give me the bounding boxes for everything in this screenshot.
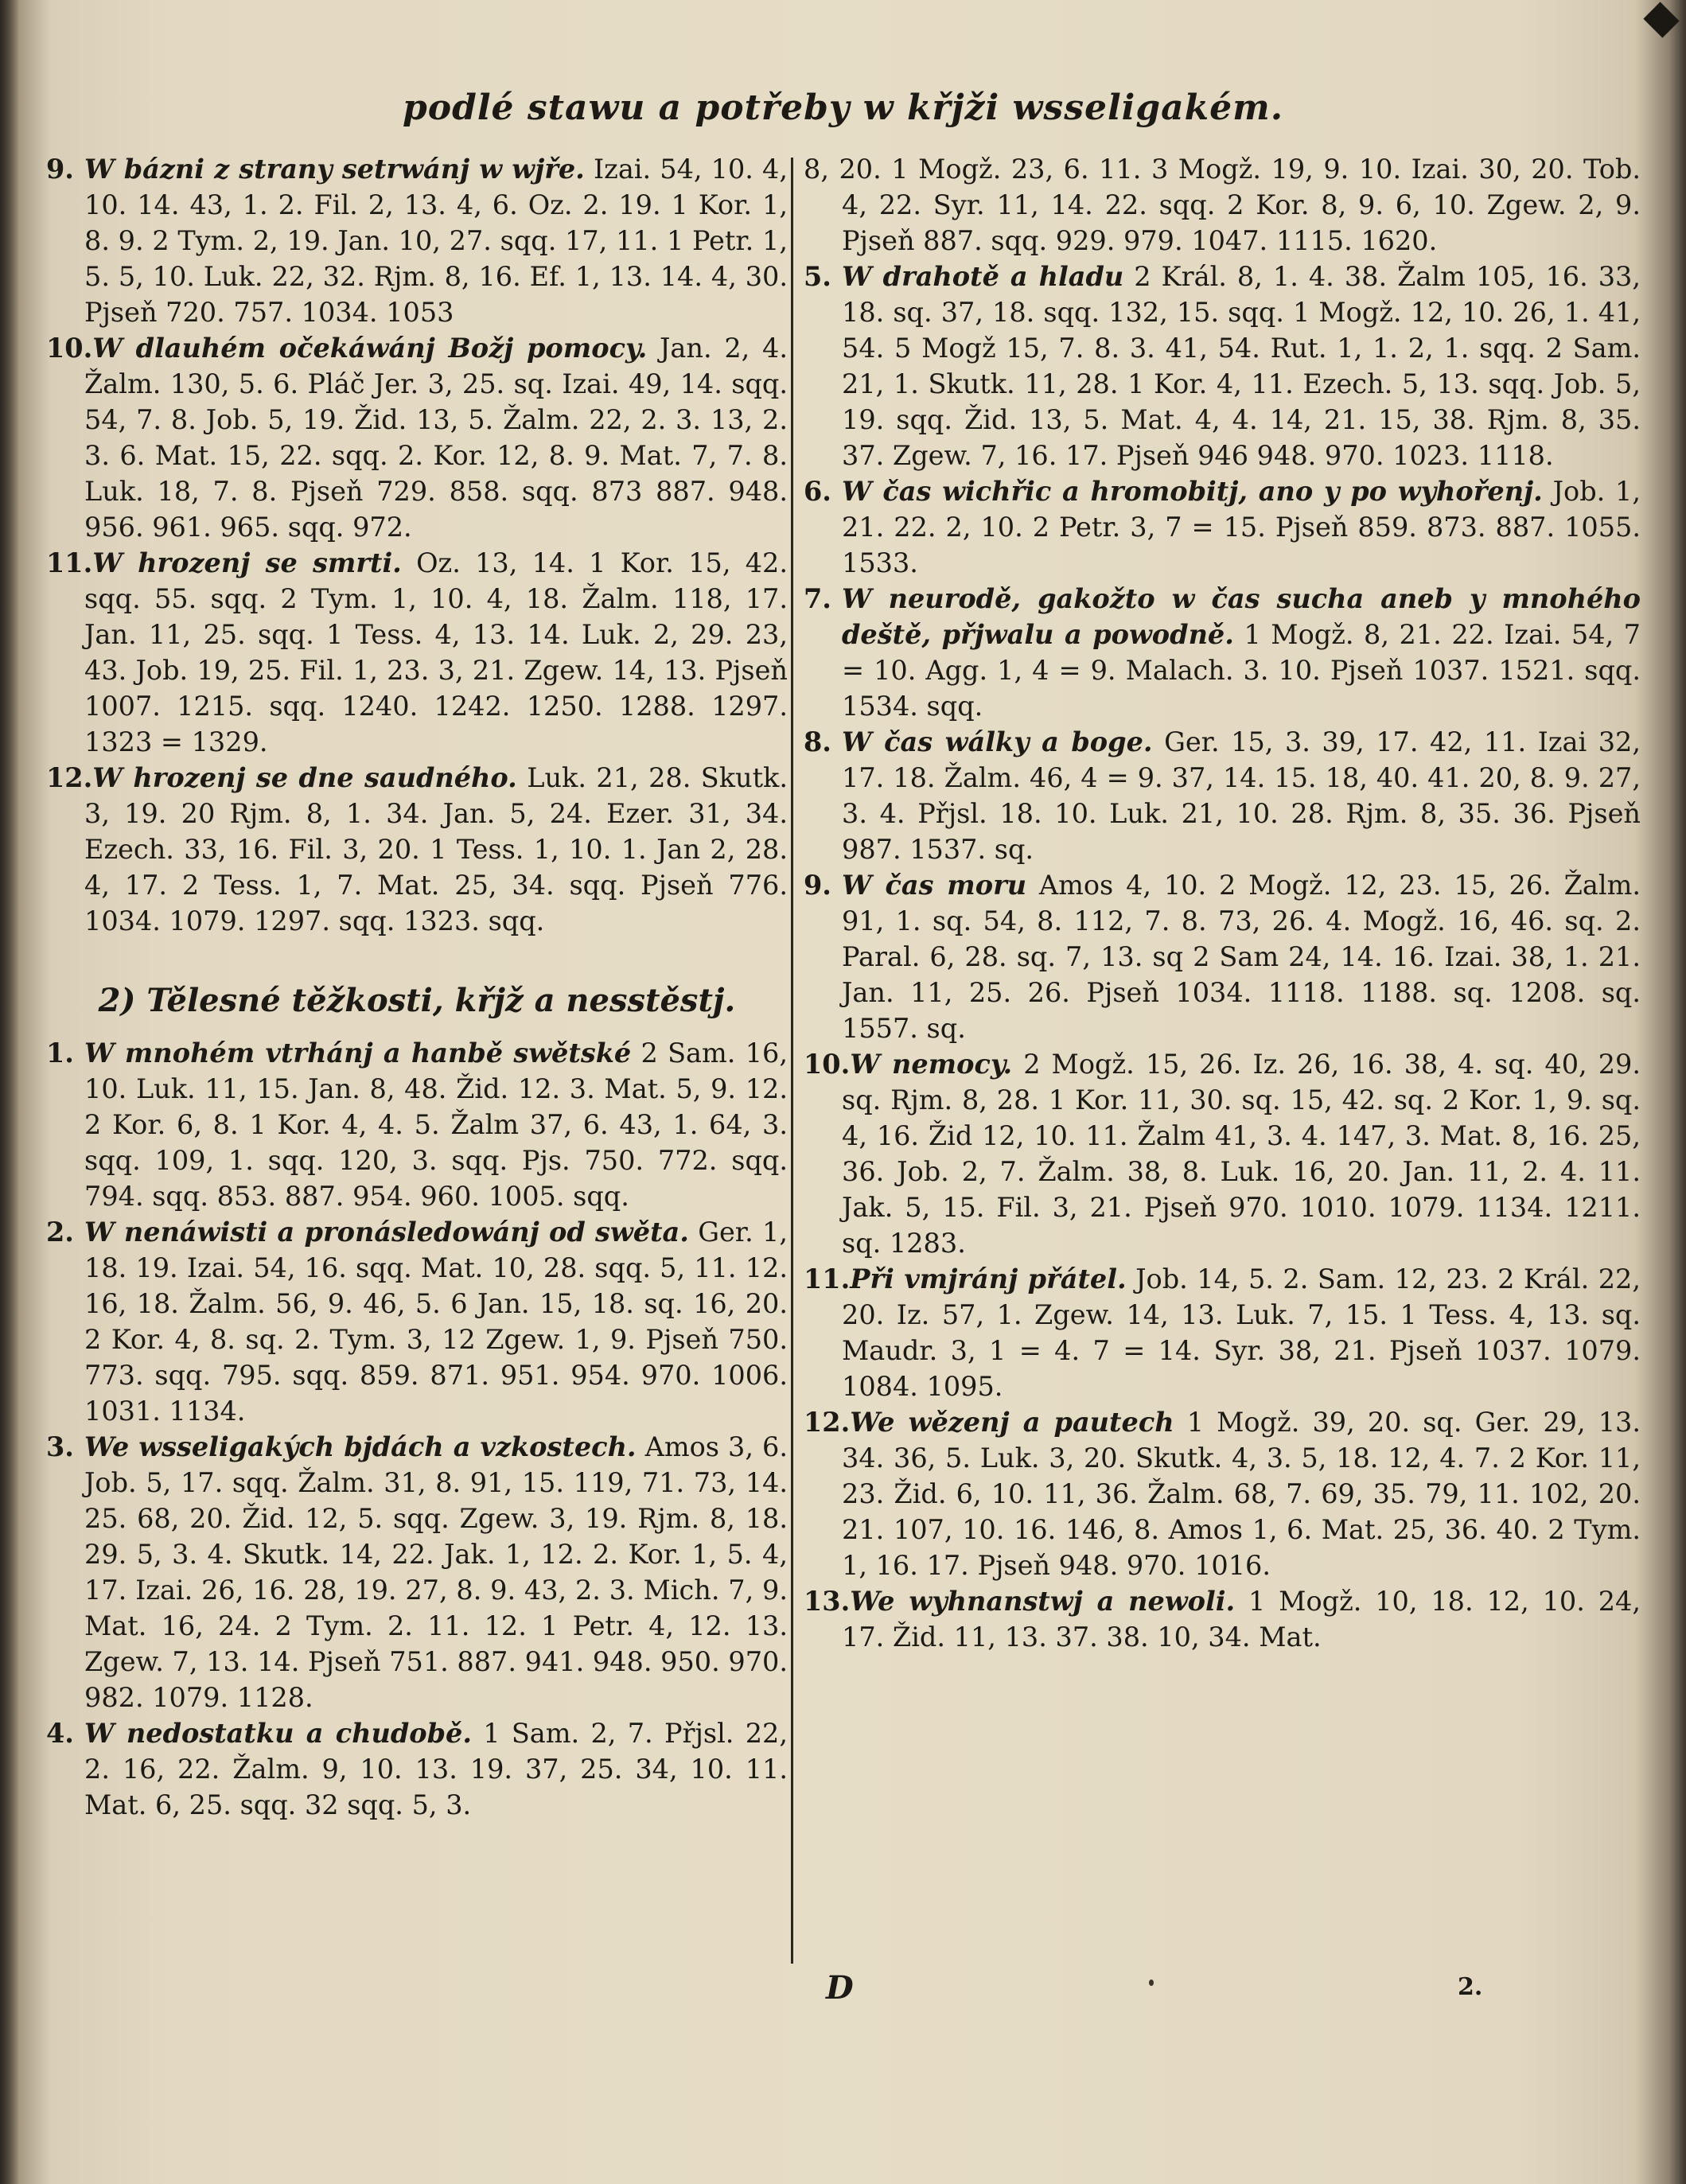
entry-heading: We wsseligakých bjdách a vzkostech.: [84, 1431, 637, 1462]
index-entry: [46, 1035, 788, 1214]
index-entry: [46, 1214, 788, 1429]
entry-references: Ger. 1, 18. 19. Izai. 54, 16. sqq. Mat. 10, 28. sqq. 5, 11. 12. 16, 18. Žalm. 56, 9. 46, 5. 6 Jan. 15, 18. sq. 16, 20. 2 Kor. 4, 8. sq. 2. Tym. 3, 12 Zgew. 1, 9. Pjseň 750. 773. sqq. 795. sqq. 859. 871. 951. 954. 970. 1006. 1031. 1134.: [84, 1217, 788, 1427]
entry-heading: W nedostatku a chudobě.: [84, 1718, 472, 1749]
index-entry: [804, 867, 1641, 1046]
entry-heading: W čas wichřic a hromobitj, ano y po wyhořenj.: [842, 476, 1543, 507]
index-entry: [804, 724, 1641, 867]
entry-number: 11.: [46, 547, 93, 578]
entry-references: 2 Sam. 16, 10. Luk. 11, 15. Jan. 8, 48. Žid. 12. 3. Mat. 5, 9. 12. 2 Kor. 6, 8. 1 Kor. 4, 4. 5. Žalm 37, 6. 43, 1. 64, 3. sqq. 109, 1. sqq. 120, 3. sqq. Pjs. 750. 772. sqq. 794. sqq. 853. 887. 954. 960. 1005. sqq.: [84, 1037, 788, 1212]
index-entry: [804, 151, 1641, 259]
entry-number: 10.: [46, 333, 93, 364]
entry-number: 10.: [804, 1049, 851, 1080]
entry-number: 13.: [804, 1586, 851, 1617]
entry-references: Job. 1, 21. 22. 2, 10. 2 Petr. 3, 7 = 15. Pjseň 859. 873. 887. 1055. 1533.: [842, 476, 1641, 578]
index-entry: [804, 1404, 1641, 1583]
right-column: [804, 151, 1641, 1997]
entry-references: Oz. 13, 14. 1 Kor. 15, 42. sqq. 55. sqq. 2 Tym. 1, 10. 4, 18. Žalm. 118, 17. Jan. 11, 25. sqq. 1 Tess. 4, 13. 14. Luk. 2, 29. 23, 43. Job. 19, 25. Fil. 1, 23. 3, 21. Zgew. 14, 13. Pjseň 1007. 1215. sqq. 1240. 1242. 1250. 1288. 1297. 1323 = 1329.: [84, 547, 788, 757]
entry-heading: W drahotě a hladu: [842, 261, 1124, 292]
index-entry: [46, 545, 788, 760]
entry-number: 3.: [46, 1431, 74, 1462]
entry-number: 9.: [46, 154, 74, 185]
entry-number: 11.: [804, 1263, 851, 1294]
index-entry: [46, 760, 788, 939]
index-entry: [804, 1046, 1641, 1261]
index-entry: [804, 1583, 1641, 1655]
entry-heading: W hrozenj se dne saudného.: [92, 762, 517, 793]
entry-references: 1 Sam. 2, 7. Přjsl. 22, 2. 16, 22. Žalm. 9, 10. 13. 19. 37, 25. 34, 10. 11. Mat. 6, 25. sqq. 32 sqq. 5, 3.: [84, 1718, 788, 1820]
section-title: 2) Tělesné těžkosti, křjž a nesstěstj.: [98, 982, 736, 1019]
entry-number: 6.: [804, 476, 831, 507]
binding-shadow: [0, 0, 19, 2184]
column-divider: [791, 158, 793, 1964]
index-entry: [46, 151, 788, 330]
left-column: [46, 151, 788, 1997]
entry-number: 4.: [46, 1718, 74, 1749]
entry-heading: W bázni z strany setrwánj w wjře.: [84, 154, 585, 185]
entry-number: 7.: [804, 583, 831, 614]
entry-references: Luk. 21, 28. Skutk. 3, 19. 20 Rjm. 8, 1. 34. Jan. 5, 24. Ezer. 31, 34. Ezech. 33, 16. Fil. 3, 20. 1 Tess. 1, 10. 1. Jan 2, 28. 4, 17. 2 Tess. 1, 7. Mat. 25, 34. sqq. Pjseň 776. 1034. 1079. 1297. sqq. 1323. sqq.: [84, 762, 788, 936]
index-entry: [804, 581, 1641, 724]
entry-heading: W mnohém vtrhánj a hanbě swětské: [84, 1037, 632, 1069]
index-entry: [804, 473, 1641, 581]
entry-number: 1.: [46, 1037, 74, 1069]
entry-references: 8, 20. 1 Mogž. 23, 6. 11. 3 Mogž. 19, 9. 10. Izai. 30, 20. Tob. 4, 22. Syr. 11, 14. 22. sqq. 2 Kor. 8, 9. 6, 10. Zgew. 2, 9. Pjseň 887. sqq. 929. 979. 1047. 1115. 1620.: [804, 154, 1641, 256]
entry-heading: We wyhnanstwj a newoli.: [850, 1586, 1236, 1617]
entry-references: Izai. 54, 10. 4, 10. 14. 43, 1. 2. Fil. 2, 13. 4, 6. Oz. 2. 19. 1 Kor. 1, 8. 9. 2 Tym. 2, 19. Jan. 10, 27. sqq. 17, 11. 1 Petr. 1, 5. 5, 10. Luk. 22, 32. Rjm. 8, 16. Ef. 1, 13. 14. 4, 30. Pjseň 720. 757. 1034. 1053: [84, 154, 788, 328]
entry-references: 1 Mogž. 39, 20. sq. Ger. 29, 13. 34. 36, 5. Luk. 3, 20. Skutk. 4, 3. 5, 18. 12, 4. 7. 2 Kor. 11, 23. Žid. 6, 10. 11, 36. Žalm. 68, 7. 69, 35. 79, 11. 102, 20. 21. 107, 10. 16. 146, 8. Amos 1, 6. Mat. 25, 36. 40. 2 Tym. 1, 16. 17. Pjseň 948. 970. 1016.: [842, 1407, 1641, 1581]
entry-references: Job. 14, 5. 2. Sam. 12, 23. 2 Král. 22, 20. Iz. 57, 1. Zgew. 14, 13. Luk. 7, 15. 1 Tess. 4, 13. sq. Maudr. 3, 1 = 4. 7 = 14. Syr. 38, 21. Pjseň 1037. 1079. 1084. 1095.: [842, 1263, 1641, 1402]
entry-number: 8.: [804, 726, 831, 757]
entry-heading: W neurodě, gakožto w čas sucha aneb y mnohého deště, přjwalu a powodně.: [842, 583, 1641, 650]
running-head: podlé stawu a potřeby w křjži wsseligakém.: [402, 88, 1284, 128]
entry-references: 1 Mogž. 10, 18. 12, 10. 24, 17. Žid. 11, 13. 37. 38. 10, 34. Mat.: [842, 1586, 1641, 1653]
entry-heading: W čas wálky a boge.: [842, 726, 1153, 757]
entry-references: Amos 4, 10. 2 Mogž. 12, 23. 15, 26. Žalm. 91, 1. sq. 54, 8. 112, 7. 8. 73, 26. 4. Mogž. 16, 46. sq. 2. Paral. 6, 28. sq. 7, 13. sq 2 Sam 24, 14. 16. Izai. 38, 1. 21. Jan. 11, 25. 26. Pjseň 1034. 1118. 1188. sq. 1208. sq. 1557. sq.: [842, 870, 1641, 1044]
entry-references: Amos 3, 6. Job. 5, 17. sqq. Žalm. 31, 8. 91, 15. 119, 71. 73, 14. 25. 68, 20. Žid. 12, 5. sqq. Zgew. 3, 19. Rjm. 8, 18. 29. 5, 3. 4. Skutk. 14, 22. Jak. 1, 12. 2. Kor. 1, 5. 4, 17. Izai. 26, 16. 28, 19. 27, 8. 9. 43, 2. 3. Mich. 7, 9. Mat. 16, 24. 2 Tym. 2. 11. 12. 1 Petr. 4, 12. 13. Zgew. 7, 13. 14. Pjseň 751. 887. 941. 948. 950. 970. 982. 1079. 1128.: [84, 1431, 788, 1713]
corner-mark: [1643, 2, 1679, 37]
entry-references: Ger. 15, 3. 39, 17. 42, 11. Izai 32, 17. 18. Žalm. 46, 4 = 9. 37, 14. 15. 18, 40. 41. 20, 8. 9. 27, 3. 4. Přjsl. 18. 10. Luk. 21, 10. 28. Rjm. 8, 35. 36. Pjseň 987. 1537. sq.: [842, 726, 1641, 865]
left-entries-part-2: [46, 1035, 788, 1823]
entry-references: Jan. 2, 4. Žalm. 130, 5. 6. Pláč Jer. 3, 25. sq. Izai. 49, 14. sqq. 54, 7. 8. Job. 5, 19. Žid. 13, 5. Žalm. 22, 2. 3. 13, 2. 3. 6. Mat. 15, 22. sqq. 2. Kor. 12, 8. 9. Mat. 7, 7. 8. Luk. 18, 7. 8. Pjseň 729. 858. sqq. 873 887. 948. 956. 961. 965. sqq. 972.: [84, 333, 788, 543]
entry-heading: W čas moru: [842, 870, 1027, 901]
entry-references: 2 Mogž. 15, 26. Iz. 26, 16. 38, 4. sq. 40, 29. sq. Rjm. 8, 28. 1 Kor. 11, 30. sq. 15, 42. sq. 2 Kor. 1, 9. sq. 4, 16. Žid 12, 10. 11. Žalm 41, 3. 4. 147, 3. Mat. 8, 16. 25, 36. Job. 2, 7. Žalm. 38, 8. Luk. 16, 20. Jan. 11, 2. 4. 11. Jak. 5, 15. Fil. 3, 21. Pjseň 970. 1010. 1079. 1134. 1211. sq. 1283.: [842, 1049, 1641, 1259]
entry-references: 1 Mogž. 8, 21. 22. Izai. 54, 7 = 10. Agg. 1, 4 = 9. Malach. 3. 10. Pjseň 1037. 1521. sqq. 1534. sqq.: [842, 619, 1641, 722]
index-entry: [804, 259, 1641, 473]
entry-references: 2 Král. 8, 1. 4. 38. Žalm 105, 16. 33, 18. sq. 37, 18. sqq. 132, 15. sqq. 1 Mogž. 12, 10. 26, 1. 41, 54. 5 Mogž 15, 7. 8. 3. 41, 54. Rut. 1, 1. 2, 1. sqq. 2 Sam. 21, 1. Skutk. 11, 28. 1 Kor. 4, 11. Ezech. 5, 13. sqq. Job. 5, 19. sqq. Žid. 13, 5. Mat. 4, 4. 14, 21. 15, 38. Rjm. 8, 35. 37. Zgew. 7, 16. 17. Pjseň 946 948. 970. 1023. 1118.: [842, 261, 1641, 471]
index-entry: [46, 1715, 788, 1823]
right-entries: [804, 151, 1641, 1655]
entry-heading: W dlauhém očekáwánj Božj pomocy.: [92, 333, 648, 364]
entry-heading: W hrozenj se smrti.: [92, 547, 402, 578]
entry-heading: W nenáwisti a pronásledowánj od swěta.: [84, 1217, 689, 1248]
index-entry: [46, 1429, 788, 1715]
signature-mark: D: [826, 1969, 854, 2007]
ink-smudge: [1149, 1980, 1154, 1986]
index-entry: [46, 330, 788, 545]
entry-number: 12.: [46, 762, 93, 793]
entry-number: 12.: [804, 1407, 851, 1438]
entry-number: 5.: [804, 261, 831, 292]
index-entry: [804, 1261, 1641, 1404]
entry-heading: Při vmjránj přátel.: [850, 1263, 1127, 1294]
entry-heading: W nemocy.: [850, 1049, 1013, 1080]
left-entries-part-1: [46, 151, 788, 939]
entry-heading: We wězenj a pautech: [850, 1407, 1174, 1438]
entry-number: 2.: [46, 1217, 74, 1248]
entry-number: 9.: [804, 870, 831, 901]
catchword: 2.: [1458, 1973, 1483, 2001]
